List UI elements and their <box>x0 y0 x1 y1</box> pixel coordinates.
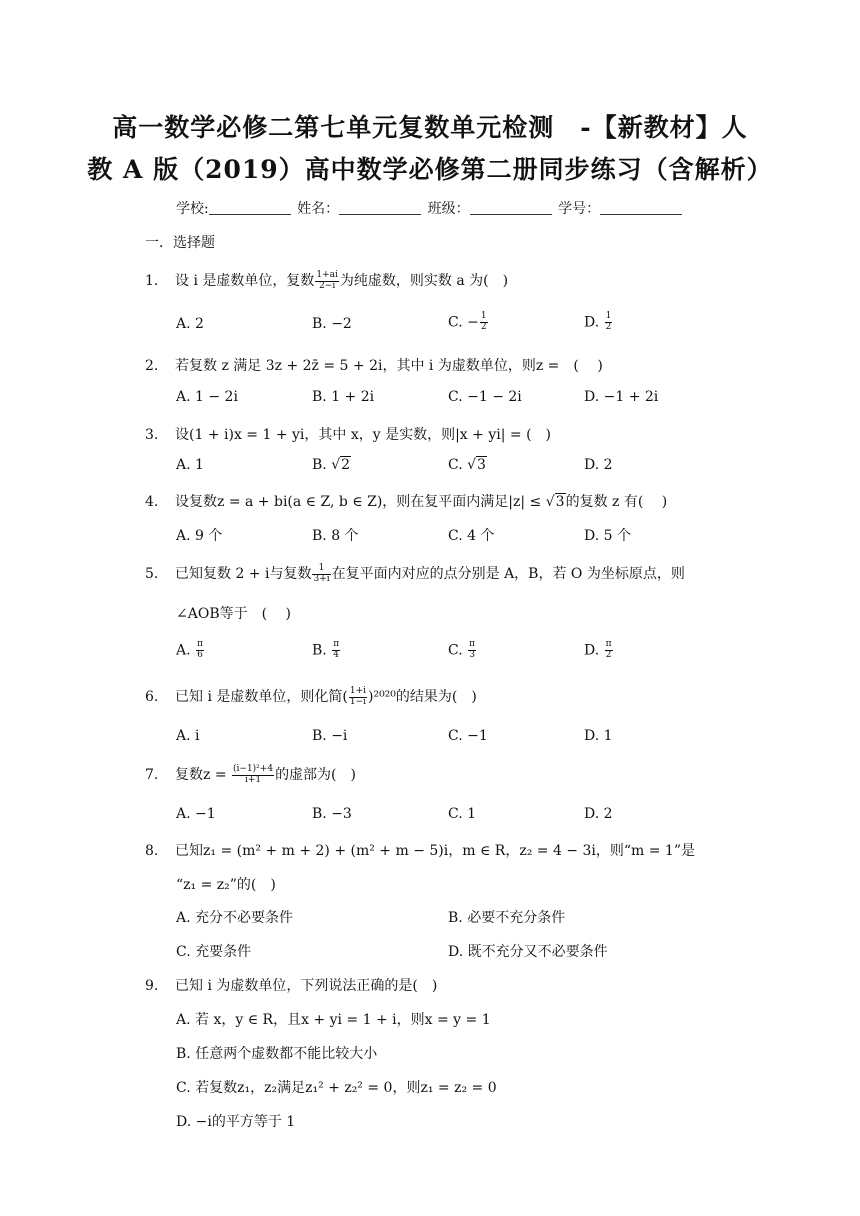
numerator: π <box>469 639 476 649</box>
numerator: 1 <box>312 564 330 575</box>
fraction <box>605 640 613 661</box>
radicand: 2 <box>341 457 351 473</box>
option-d[interactable]: D. −i的平方等于 1 <box>176 1114 296 1130</box>
question-number: 2. <box>145 358 159 374</box>
option-a[interactable]: A. 9 个 <box>176 528 223 544</box>
question-stem-end: 的虚部为( ) <box>275 767 356 783</box>
option-a[interactable]: A. 2 <box>176 316 204 332</box>
option-c[interactable]: C. 4 个 <box>448 528 495 544</box>
name-blank[interactable] <box>339 202 421 215</box>
school-label: 学校: <box>176 201 209 217</box>
option-a[interactable]: A. −1 <box>176 806 216 822</box>
question-stem: 已知 i 是虚数单位，则化简( <box>175 689 348 705</box>
question-number: 3. <box>145 427 159 443</box>
option-c[interactable] <box>448 457 487 473</box>
radicand: 3 <box>555 494 565 510</box>
fraction <box>480 312 488 333</box>
sqrt: √2 <box>331 457 351 473</box>
denominator: 4 <box>333 649 340 660</box>
question-3 <box>145 424 551 444</box>
denominator: 2 <box>480 321 487 332</box>
document-title-line-2: 教 A 版（2019）高中数学必修第二册同步练习（含解析） <box>87 155 773 184</box>
question-stem: 已知z₁ = (m² + m + 2) + (m² + m − 5)i，m ∈ R，z₂ = 4 − 3i，则“m = 1”是 <box>175 843 695 859</box>
numerator: π <box>197 639 203 649</box>
numerator: π <box>605 639 612 649</box>
question-number: 4. <box>145 494 159 510</box>
question-4 <box>145 491 667 511</box>
option-label: A. <box>176 642 196 659</box>
option-a[interactable]: A. 充分不必要条件 <box>176 910 294 926</box>
radicand: 3 <box>477 457 486 473</box>
option-label: D. <box>584 314 604 331</box>
question-number: 8. <box>145 843 159 859</box>
question-9 <box>145 975 437 995</box>
denominator: 2 <box>605 649 612 660</box>
denominator: i+1 <box>244 774 262 785</box>
denominator: 2 <box>605 321 612 332</box>
sqrt: √3 <box>545 494 565 510</box>
fraction <box>605 312 613 333</box>
question-1 <box>145 270 508 291</box>
option-d[interactable]: D. 5 个 <box>584 528 631 544</box>
option-label: B. <box>312 457 332 473</box>
student-info-line <box>176 198 684 218</box>
question-stem-end: 在复平面内对应的点分别是 A，B，若 O 为坐标原点，则 <box>331 566 685 582</box>
denominator: 6 <box>197 649 203 660</box>
question-number: 5. <box>145 566 159 582</box>
denominator: 1−i <box>349 696 366 707</box>
numerator: π <box>333 639 340 649</box>
question-stem: 已知 i 为虚数单位，下列说法正确的是( ) <box>175 978 438 994</box>
option-d[interactable]: D. −1 + 2i <box>584 389 659 405</box>
id-label: 学号： <box>558 201 601 217</box>
question-stem: 复数z = <box>175 767 232 783</box>
option-d[interactable]: D. 既不充分又不必要条件 <box>448 944 608 960</box>
option-c[interactable]: C. 充要条件 <box>176 944 252 960</box>
option-b[interactable]: B. −2 <box>312 316 352 332</box>
question-stem: 已知复数 2 + i与复数 <box>175 566 312 582</box>
option-b[interactable]: B. 必要不充分条件 <box>448 910 566 926</box>
fraction <box>332 640 340 661</box>
name-label: 姓名： <box>297 201 340 217</box>
question-stem: 若复数 z 满足 3z + 2z̄ = 5 + 2i，其中 i 为虚数单位，则z = ( ) <box>175 358 603 374</box>
option-a[interactable]: A. 1 − 2i <box>176 389 238 405</box>
denominator: 3 <box>469 649 475 660</box>
denominator: 2−i <box>319 280 336 291</box>
school-blank[interactable] <box>209 202 291 215</box>
numerator: 1+ai <box>316 269 338 280</box>
option-b[interactable]: B. 1 + 2i <box>312 389 375 405</box>
option-d[interactable] <box>584 312 613 333</box>
question-number: 1. <box>145 273 159 289</box>
option-d[interactable]: D. 2 <box>584 806 613 822</box>
option-b[interactable] <box>312 457 351 473</box>
numerator: 1 <box>480 311 487 321</box>
class-blank[interactable] <box>470 202 552 215</box>
question-number: 7. <box>145 767 159 783</box>
option-d[interactable]: D. 1 <box>584 728 613 744</box>
option-d[interactable] <box>584 640 614 661</box>
option-b[interactable]: B. 8 个 <box>312 528 359 544</box>
option-label: C. − <box>448 314 479 331</box>
sqrt: √3 <box>467 457 486 473</box>
question-8-line-2: “z₁ = z₂”的( ) <box>176 877 276 893</box>
question-number: 6. <box>145 689 159 705</box>
fraction <box>196 640 204 661</box>
question-7 <box>145 764 356 785</box>
fraction <box>312 564 330 585</box>
numerator: 1 <box>605 311 612 321</box>
option-label: B. <box>312 642 332 659</box>
option-b[interactable]: B. 任意两个虚数都不能比较大小 <box>176 1046 378 1062</box>
numerator: 1+i <box>349 685 366 696</box>
option-c[interactable]: C. −1 <box>448 728 488 744</box>
option-b[interactable]: B. −3 <box>312 806 352 822</box>
option-a[interactable]: A. 1 <box>176 457 204 473</box>
option-d[interactable]: D. 2 <box>584 457 613 473</box>
option-a[interactable]: A. 若 x，y ∈ R，且x + yi = 1 + i，则x = y = 1 <box>176 1012 491 1028</box>
document-title-line-1: 高一数学必修二第七单元复数单元检测 -【新教材】人 <box>112 113 748 142</box>
question-8 <box>145 840 695 860</box>
question-number: 9. <box>145 978 159 994</box>
question-stem: 设 i 是虚数单位，复数 <box>175 273 315 289</box>
option-c[interactable]: C. 若复数z₁，z₂满足z₁² + z₂² = 0，则z₁ = z₂ = 0 <box>176 1080 497 1096</box>
question-2 <box>145 355 603 375</box>
option-c[interactable] <box>448 312 489 333</box>
denominator: 3+i <box>313 573 330 584</box>
class-label: 班级： <box>427 201 470 217</box>
option-label: C. <box>448 642 468 659</box>
option-label: D. <box>584 642 604 659</box>
question-6 <box>145 686 477 707</box>
option-c[interactable]: C. −1 − 2i <box>448 389 522 405</box>
question-stem-end: )²⁰²⁰的结果为( ) <box>368 689 477 705</box>
question-5 <box>145 563 685 584</box>
section-heading: 一．选择题 <box>145 235 215 251</box>
option-label: C. <box>448 457 468 473</box>
question-stem-end: 的复数 z 有( ) <box>565 494 668 510</box>
id-blank[interactable] <box>600 202 682 215</box>
fraction <box>349 687 367 708</box>
question-stem-end: 为纯虚数，则实数 a 为( ) <box>339 273 509 289</box>
fraction <box>468 640 476 661</box>
option-c[interactable] <box>448 640 477 661</box>
option-a[interactable] <box>176 640 205 661</box>
numerator: (i−1)²+4 <box>233 763 274 774</box>
question-5-line-2: ∠AOB等于 ( ) <box>176 606 291 622</box>
option-b[interactable]: B. −i <box>312 728 348 744</box>
question-stem: 设复数z = a + bi(a ∈ Z, b ∈ Z)，则在复平面内满足|z| ≤ <box>175 494 546 510</box>
fraction <box>232 765 274 786</box>
option-b[interactable] <box>312 640 341 661</box>
fraction <box>315 271 339 292</box>
option-a[interactable]: A. i <box>176 728 200 744</box>
option-c[interactable]: C. 1 <box>448 806 477 822</box>
question-stem: 设(1 + i)x = 1 + yi，其中 x，y 是实数，则|x + yi| = ( ) <box>175 427 551 443</box>
